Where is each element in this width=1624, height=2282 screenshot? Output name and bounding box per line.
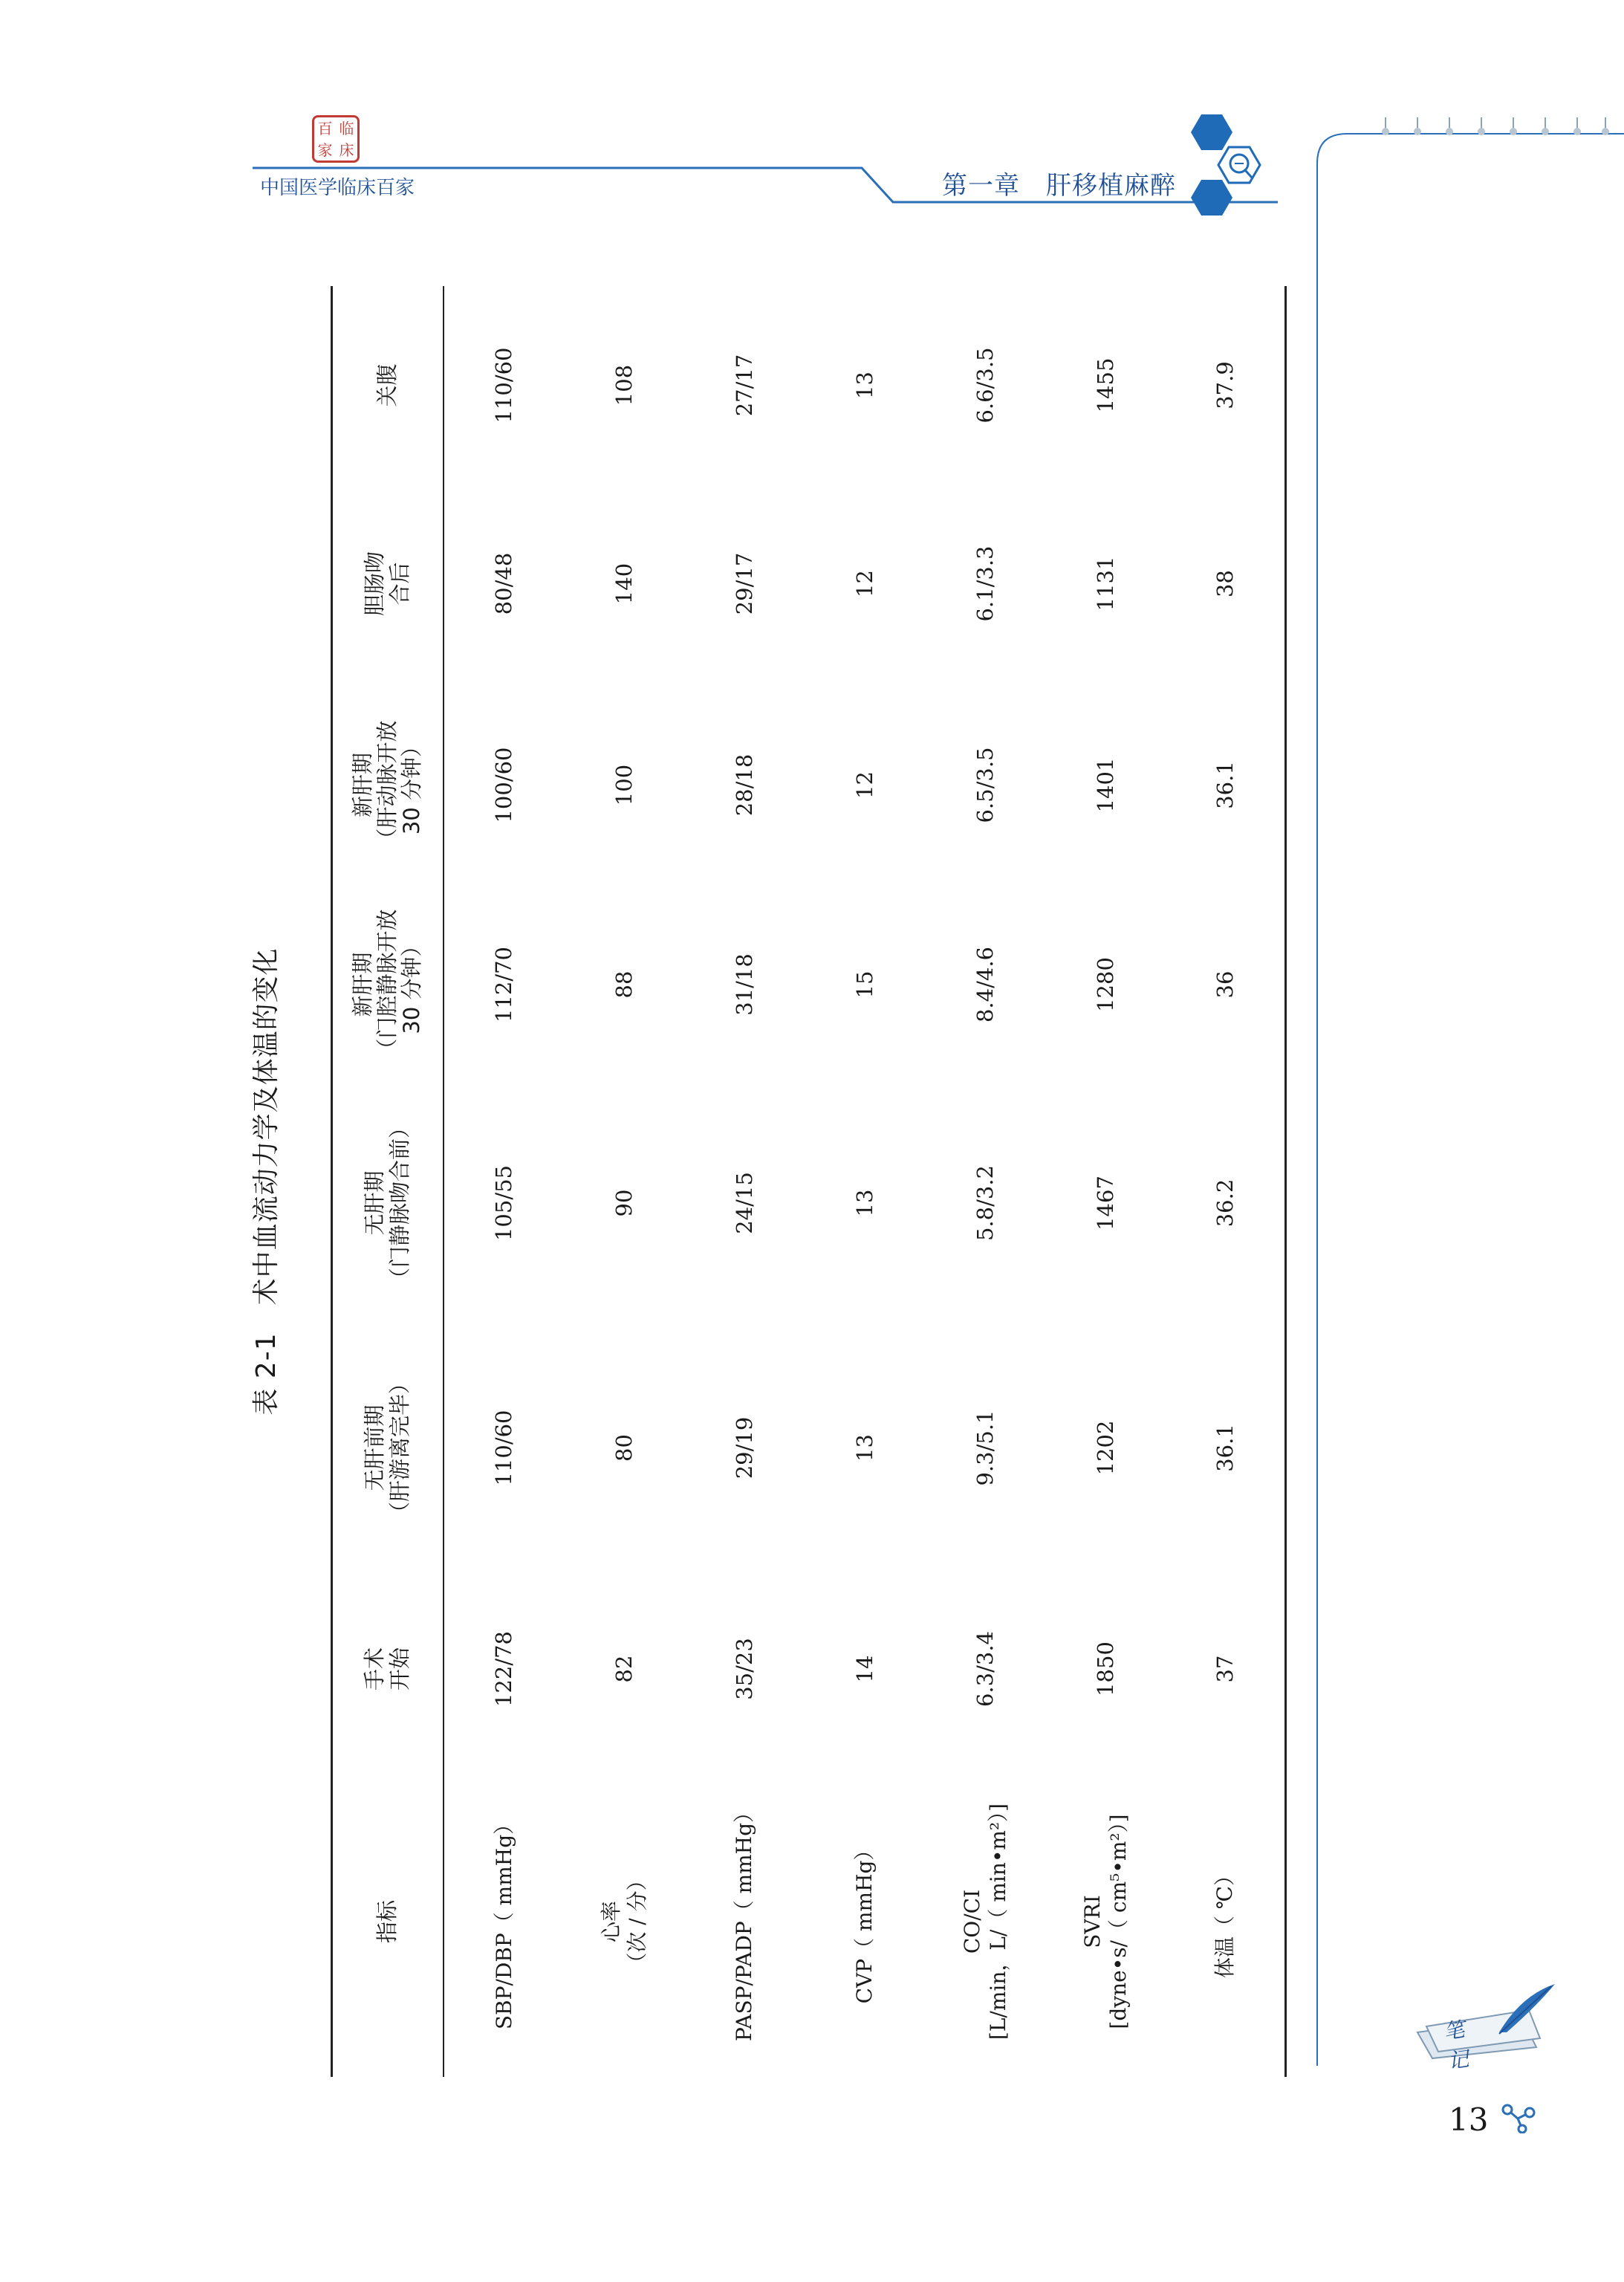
- value-cell: 90: [611, 1189, 637, 1217]
- page-number-text: 13: [1449, 2101, 1489, 2138]
- value-cell: 24/15: [731, 1172, 757, 1234]
- value-cell: 88: [611, 970, 637, 999]
- value-cell: 9.3/5.1: [972, 1410, 998, 1486]
- value-cell: 8.4/4.6: [972, 947, 998, 1023]
- seal-char: 百: [317, 119, 333, 137]
- value-cell: 37: [1166, 1572, 1286, 1766]
- binder-ring-icon: [1602, 117, 1609, 137]
- value-cell: 13: [851, 1434, 877, 1462]
- value-cell: 6.3/3.4: [972, 1631, 998, 1708]
- table-row: [1045, 286, 1166, 2077]
- value-cell: 6.5/3.5: [972, 747, 998, 823]
- table-row: [925, 286, 1045, 2077]
- value-cell: 108: [611, 364, 637, 406]
- indicator-cell: [1045, 1766, 1166, 2077]
- value-cell: 36.1: [1166, 683, 1286, 887]
- indicator-cell: [444, 1766, 564, 2077]
- column-header: 关腹: [332, 286, 444, 484]
- molecule-icon: [1501, 2104, 1536, 2133]
- indicator-label: PASP/PADP（ mmHg）: [732, 1801, 756, 2042]
- indicator-cell: [805, 1766, 925, 2077]
- value-cell: 28/18: [731, 753, 757, 817]
- column-header: 新肝期 （门腔静脉开放 30 分钟）: [332, 887, 444, 1082]
- value-cell: 82: [611, 1655, 637, 1683]
- table-row: [805, 286, 925, 2077]
- value-cell: 1467: [1092, 1176, 1118, 1231]
- column-header: 手术 开始: [332, 1572, 444, 1766]
- column-header: 新肝期 （肝动脉开放 30 分钟）: [332, 683, 444, 887]
- value-cell: 27/17: [731, 354, 757, 417]
- table-row: [684, 286, 805, 2077]
- indicator-label: [dyne•s/（ cm⁵•m²）]: [1105, 1814, 1131, 2029]
- value-cell: 14: [851, 1655, 877, 1683]
- binder-ring-icon: [1510, 117, 1517, 137]
- value-cell: 110/60: [491, 1410, 516, 1486]
- value-cell: 140: [611, 563, 637, 605]
- notes-label: 笔记: [1442, 2017, 1471, 2074]
- value-cell: 6.1/3.3: [972, 545, 998, 622]
- value-cell: 35/23: [731, 1638, 757, 1700]
- table-header-row: [332, 286, 444, 2077]
- value-cell: 112/70: [491, 946, 516, 1023]
- binder-ring-icon: [1414, 117, 1421, 137]
- value-cell: 1131: [1092, 556, 1118, 612]
- column-header: 指标: [332, 1766, 444, 2077]
- value-cell: 100/60: [491, 747, 516, 823]
- table-row: [564, 286, 684, 2077]
- value-cell: 110/60: [491, 347, 516, 424]
- value-cell: 36: [1166, 887, 1286, 1082]
- column-header: 无肝前期 （肝游离完毕）: [332, 1324, 444, 1572]
- column-header: 无肝期 （门静脉吻合前）: [332, 1082, 444, 1324]
- value-cell: 36.2: [1166, 1082, 1286, 1324]
- indicator-label: 心率: [598, 1901, 623, 1943]
- value-cell: 15: [851, 970, 877, 999]
- column-header: 胆肠吻 合后: [332, 484, 444, 683]
- indicator-label: SBP/DBP（ mmHg）: [491, 1813, 516, 2030]
- rotated-table-block: [245, 286, 1270, 2077]
- page-number: [1449, 2101, 1536, 2138]
- binder-ring-icon: [1382, 117, 1389, 137]
- seal-logo: [312, 115, 360, 163]
- seal-char: 床: [339, 140, 354, 159]
- value-cell: 13: [851, 1189, 877, 1217]
- indicator-cell: [684, 1766, 805, 2077]
- value-cell: 80: [611, 1434, 637, 1462]
- indicator-label: 体温（ ℃）: [1212, 1864, 1238, 1979]
- chapter-title: 第一章 肝移植麻醉: [942, 171, 1176, 201]
- indicator-label: CVP（ mmHg）: [852, 1839, 877, 2004]
- indicator-cell: [925, 1766, 1045, 2077]
- seal-char: 家: [317, 140, 333, 159]
- value-cell: 13: [851, 372, 877, 399]
- indicator-label: [L/min，L/（ min•m²）]: [985, 1803, 1010, 2040]
- series-title: 中国医学临床百家: [260, 177, 415, 199]
- value-cell: 1280: [1092, 957, 1118, 1012]
- value-cell: 1850: [1092, 1641, 1118, 1696]
- indicator-label: SVRI: [1079, 1895, 1105, 1948]
- value-cell: 36.1: [1166, 1324, 1286, 1572]
- value-cell: 80/48: [491, 552, 516, 615]
- value-cell: 1202: [1092, 1420, 1118, 1476]
- binder-ring-icon: [1478, 117, 1485, 137]
- value-cell: 31/18: [731, 953, 757, 1016]
- indicator-label: CO/CI: [959, 1889, 984, 1954]
- hexagon-magnifier-icon: [1175, 111, 1272, 230]
- binder-rings: [1367, 117, 1612, 147]
- value-cell: 12: [851, 771, 877, 799]
- value-cell: 5.8/3.2: [972, 1165, 998, 1242]
- value-cell: 37.9: [1166, 286, 1286, 484]
- binder-ring-icon: [1573, 117, 1581, 137]
- table-row: [1166, 286, 1286, 2077]
- seal-char: 临: [339, 119, 354, 137]
- binder-ring-icon: [1446, 117, 1453, 137]
- table-row: [444, 286, 564, 2077]
- value-cell: 100: [611, 764, 637, 806]
- value-cell: 29/19: [731, 1416, 757, 1479]
- value-cell: 1401: [1092, 757, 1118, 813]
- hemodynamics-table: [331, 286, 1287, 2077]
- value-cell: 122/78: [491, 1630, 516, 1708]
- notes-margin-border: [1315, 111, 1624, 2073]
- value-cell: 105/55: [491, 1164, 516, 1242]
- value-cell: 1455: [1092, 357, 1118, 413]
- indicator-cell: [564, 1766, 684, 2077]
- value-cell: 38: [1166, 484, 1286, 683]
- indicator-label: （次 / 分）: [624, 1870, 649, 1974]
- value-cell: 29/17: [731, 552, 757, 615]
- value-cell: 12: [851, 570, 877, 597]
- value-cell: 6.6/3.5: [972, 347, 998, 424]
- binder-ring-icon: [1542, 117, 1549, 137]
- indicator-cell: [1166, 1766, 1286, 2077]
- table-title: 表 2-1 术中血流动力学及体温的变化: [251, 947, 282, 1416]
- notes-quill-icon: [1410, 1980, 1559, 2062]
